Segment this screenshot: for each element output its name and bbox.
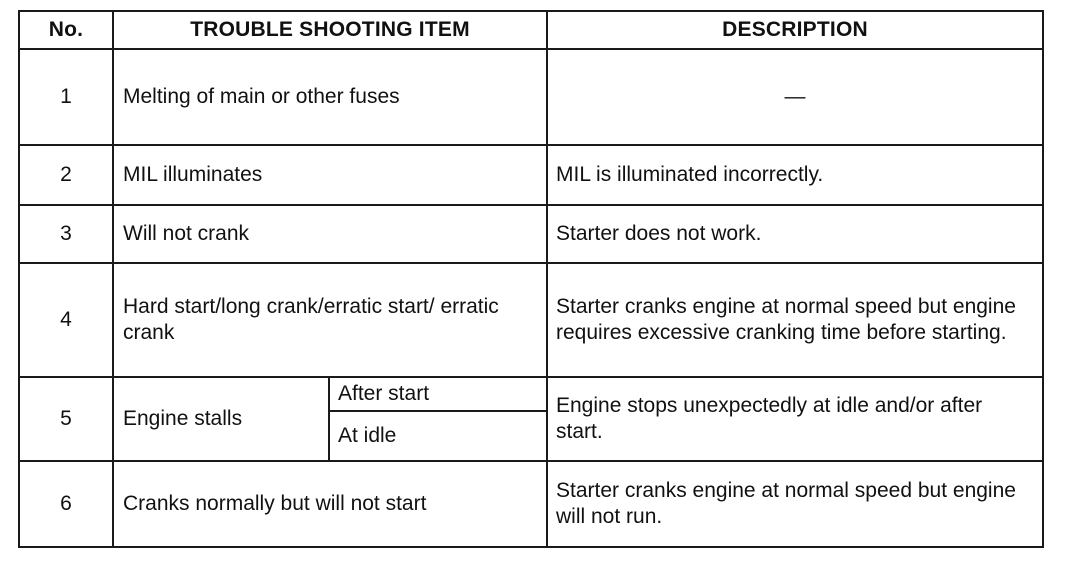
table-row (19, 461, 1043, 547)
trouble-item: Will not crank (113, 205, 547, 263)
troubleshooting-table (18, 10, 1044, 548)
sub-item-at-idle: At idle (329, 411, 547, 461)
description: Engine stops unexpectedly at idle and/or after start. (547, 377, 1043, 461)
header-no: No. (19, 11, 113, 49)
header-trouble-shooting-item: TROUBLE SHOOTING ITEM (113, 11, 547, 49)
table-row (19, 145, 1043, 205)
trouble-item: MIL illuminates (113, 145, 547, 205)
row-number: 2 (19, 145, 113, 205)
description: Starter does not work. (547, 205, 1043, 263)
description: — (547, 49, 1043, 145)
header-description: DESCRIPTION (547, 11, 1043, 49)
description: Starter cranks engine at normal speed but engine requires excessive cranking time before starting. (547, 263, 1043, 377)
table-row (19, 49, 1043, 145)
row-number: 6 (19, 461, 113, 547)
table-row (19, 205, 1043, 263)
trouble-item: Engine stalls (113, 377, 329, 461)
trouble-item: Melting of main or other fuses (113, 49, 547, 145)
header-row (19, 11, 1043, 49)
table-row (19, 377, 1043, 411)
row-number: 5 (19, 377, 113, 461)
sub-item-after-start: After start (329, 377, 547, 411)
row-number: 1 (19, 49, 113, 145)
description: MIL is illuminated incorrectly. (547, 145, 1043, 205)
description: Starter cranks engine at normal speed but engine will not run. (547, 461, 1043, 547)
trouble-item: Hard start/long crank/erratic start/ erratic crank (113, 263, 547, 377)
row-number: 4 (19, 263, 113, 377)
table-row (19, 263, 1043, 377)
trouble-item: Cranks normally but will not start (113, 461, 547, 547)
row-number: 3 (19, 205, 113, 263)
